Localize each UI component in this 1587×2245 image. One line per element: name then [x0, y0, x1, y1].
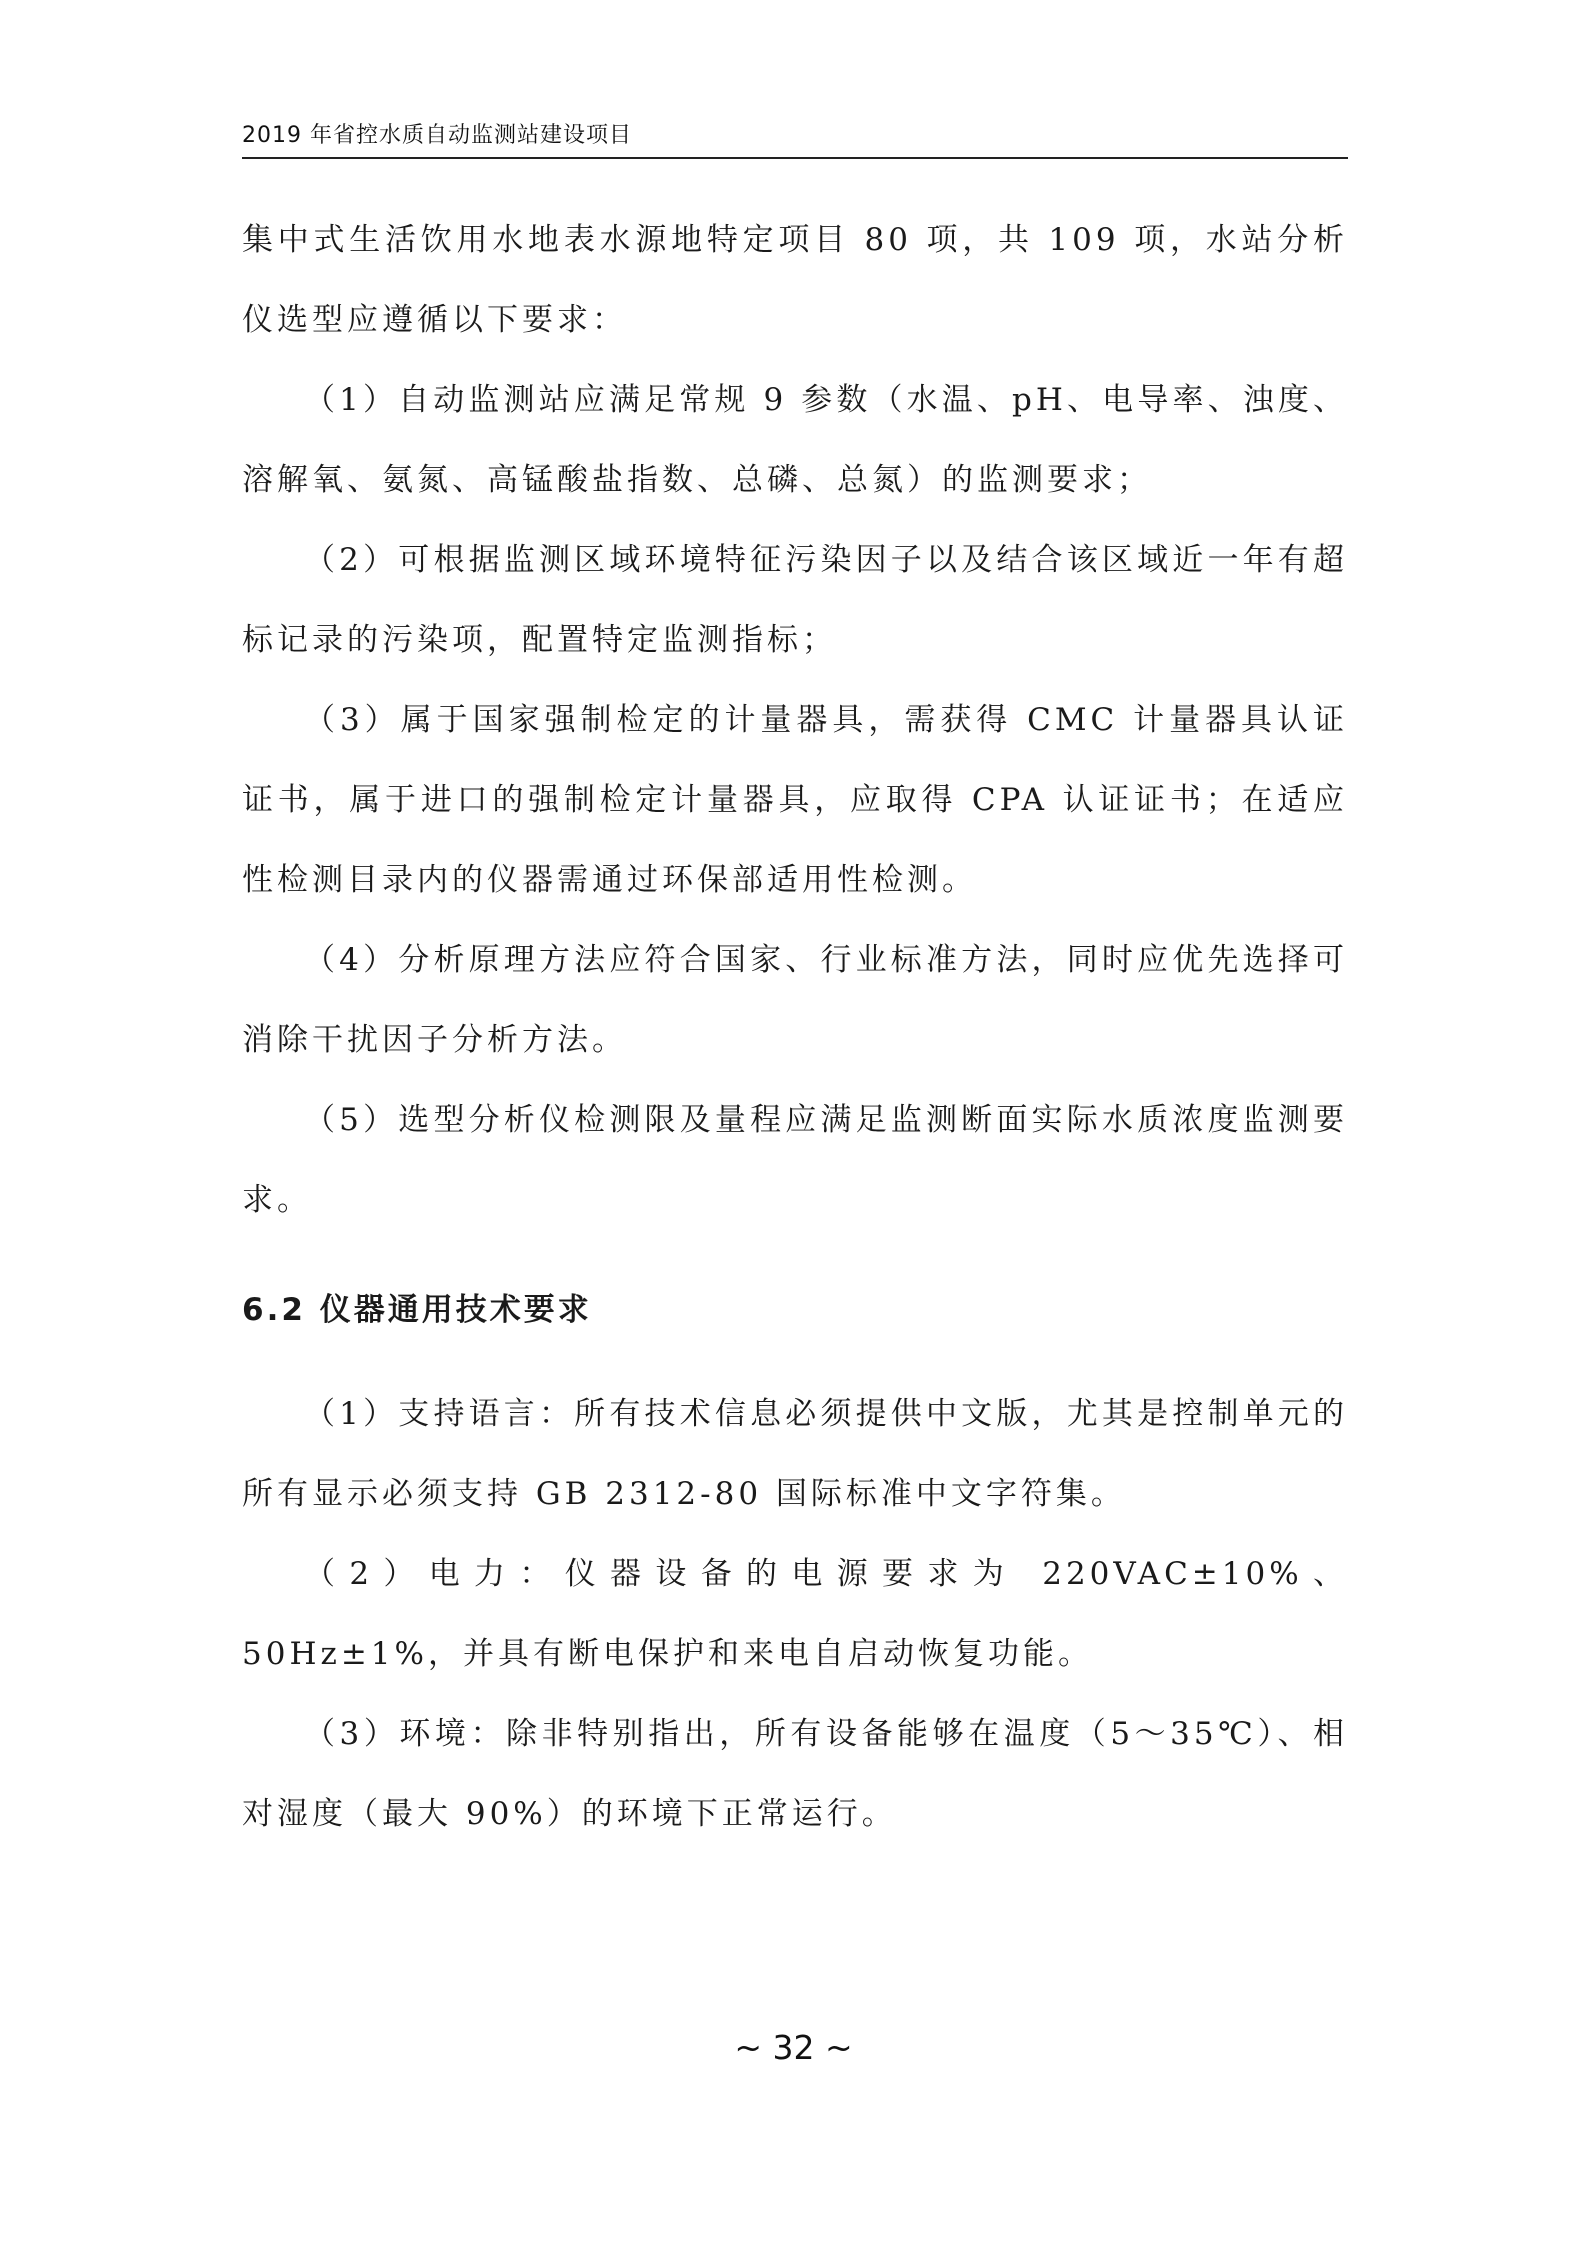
paragraph-continuation: 集中式生活饮用水地表水源地特定项目 80 项，共 109 项，水站分析仪选型应遵循以下要求： [242, 222, 1348, 338]
requirement-item-5: （5）选型分析仪检测限及量程应满足监测断面实际水质浓度监测要求。 [242, 1102, 1348, 1218]
header-divider [242, 157, 1348, 159]
section-heading: 6.2 仪器通用技术要求 [242, 1292, 592, 1328]
requirement-item-3: （3）属于国家强制检定的计量器具，需获得 CMC 计量器具认证证书，属于进口的强制检定计量器具，应取得 CPA 认证证书；在适应性检测目录内的仪器需通过环保部适用性检测。 [242, 702, 1348, 898]
page-number: ~ 32 ~ [734, 2028, 853, 2067]
requirement-item-4: （4）分析原理方法应符合国家、行业标准方法，同时应优先选择可消除干扰因子分析方法。 [242, 942, 1348, 1058]
general-requirement-2: （2）电力：仪器设备的电源要求为 220VAC±10%、50Hz±1%，并具有断电保护和来电自启动恢复功能。 [242, 1556, 1348, 1672]
general-requirement-3: （3）环境：除非特别指出，所有设备能够在温度（5～35℃）、相对湿度（最大 90%）的环境下正常运行。 [242, 1716, 1348, 1832]
requirement-item-2: （2）可根据监测区域环境特征污染因子以及结合该区域近一年有超标记录的污染项，配置特定监测指标； [242, 542, 1348, 658]
general-requirement-1: （1）支持语言：所有技术信息必须提供中文版，尤其是控制单元的所有显示必须支持 GB 2312-80 国际标准中文字符集。 [242, 1396, 1348, 1512]
document-body [242, 200, 1348, 1854]
requirement-item-1: （1）自动监测站应满足常规 9 参数（水温、pH、电导率、浊度、溶解氧、氨氮、高锰酸盐指数、总磷、总氮）的监测要求； [242, 382, 1348, 498]
page-header-title: 2019 年省控水质自动监测站建设项目 [242, 123, 632, 148]
